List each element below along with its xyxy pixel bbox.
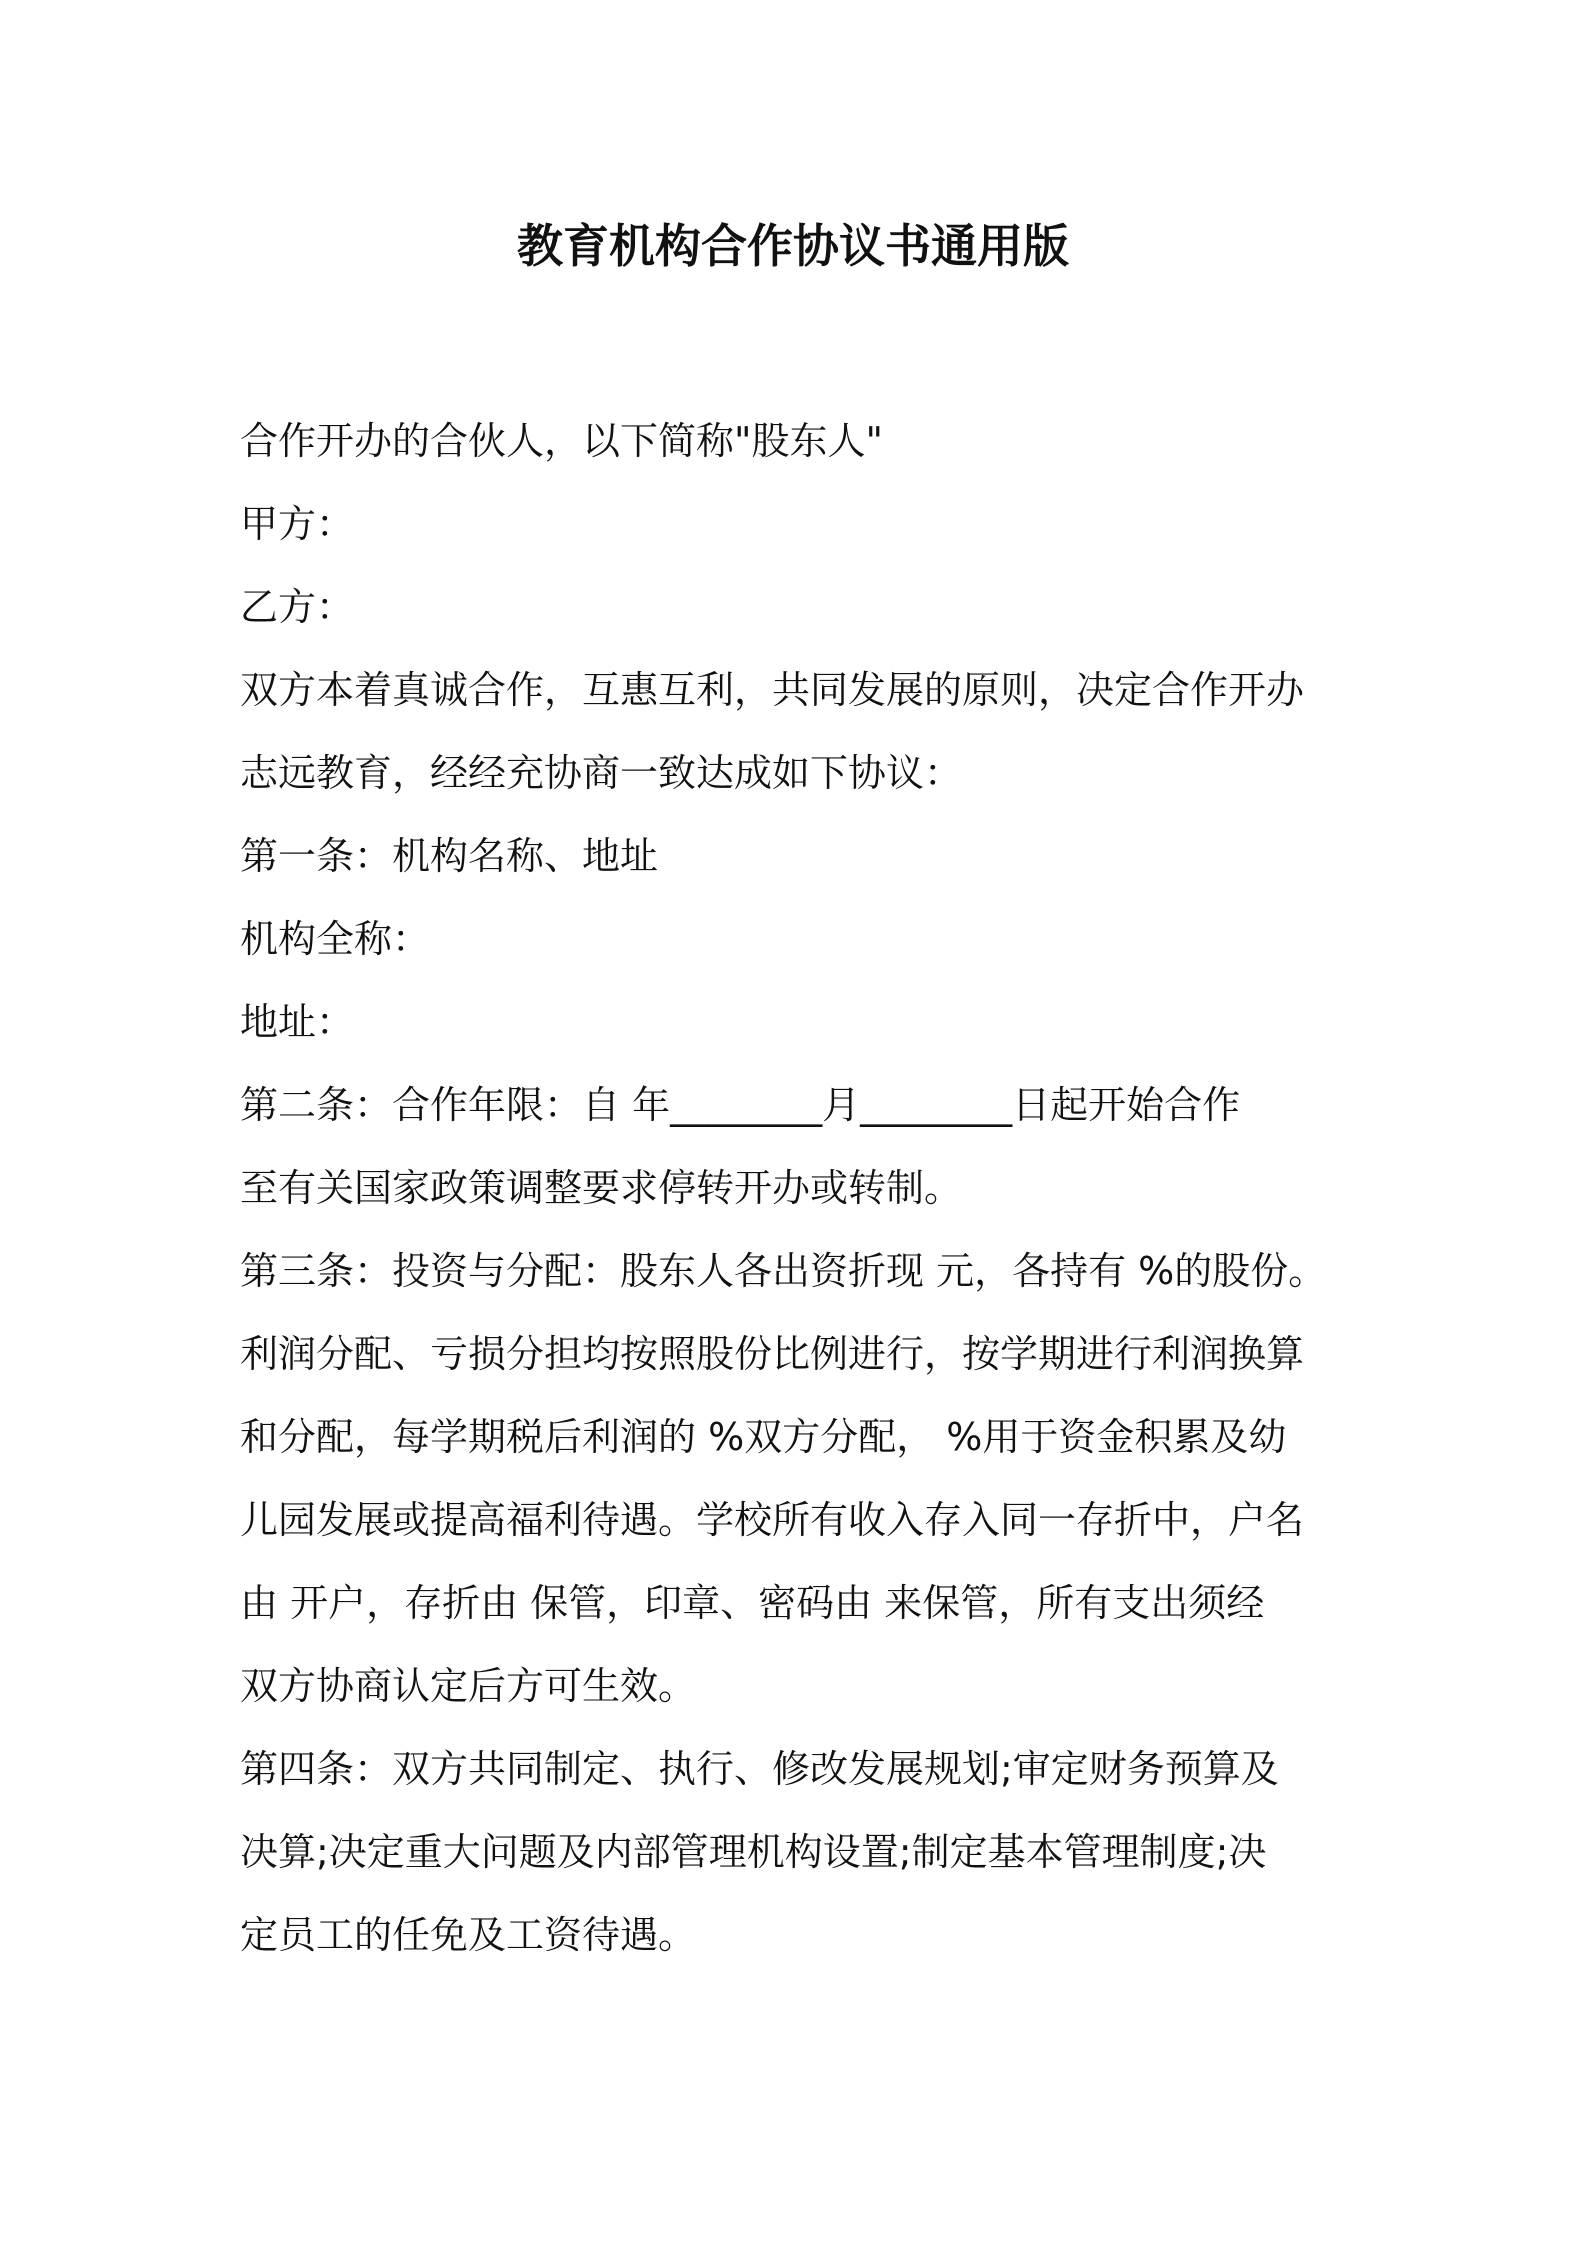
body-line: 双方本着真诚合作，互惠互利，共同发展的原则，决定合作开办 [240,668,1305,712]
document-body [240,400,1350,1977]
body-line: 和分配，每学期税后利润的 %双方分配， %用于资金积累及幼 [240,1415,1287,1459]
body-line: 利润分配、亏损分担均按照股份比例进行，按学期进行利润换算 [240,1332,1305,1376]
body-line: 儿园发展或提高福利待遇。学校所有收入存入同一存折中，户名 [240,1498,1305,1542]
body-line: 甲方： [240,502,355,546]
body-line: 地址： [240,1000,355,1044]
body-line: 双方协商认定后方可生效。 [240,1664,697,1708]
body-line: 第一条：机构名称、地址 [240,834,659,878]
document-title: 教育机构合作协议书通用版 [517,219,1069,273]
body-line: 由 开户，存折由 保管，印章、密码由 来保管，所有支出须经 [240,1581,1265,1625]
body-line: 决算;决定重大问题及内部管理机构设置;制定基本管理制度;决 [240,1830,1267,1874]
body-line: 志远教育，经经充协商一致达成如下协议： [240,751,963,795]
body-line: 合作开办的合伙人，以下简称"股东人" [240,419,883,463]
body-line: 第二条：合作年限：自 年________月________日起开始合作 [240,1083,1241,1127]
body-line: 机构全称： [240,917,431,961]
body-line: 第三条：投资与分配：股东人各出资折现 元，各持有 %的股份。 [240,1249,1327,1293]
body-line: 定员工的任免及工资待遇。 [240,1913,697,1957]
body-line: 至有关国家政策调整要求停转开办或转制。 [240,1166,963,1210]
body-line: 第四条：双方共同制定、执行、修改发展规划;审定财务预算及 [240,1747,1279,1791]
body-line: 乙方： [240,585,355,629]
